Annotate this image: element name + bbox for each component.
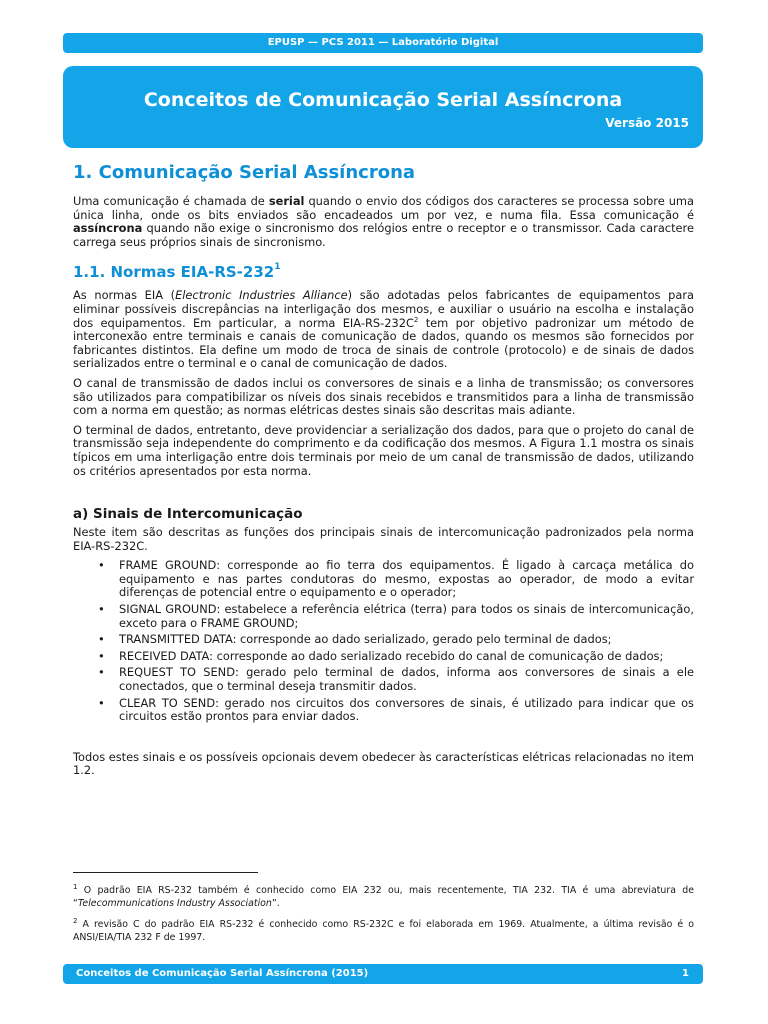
header-bar [63,33,703,53]
title-box [63,66,703,148]
section-1-1-paragraph-2: O canal de transmissão de dados inclui os conversores de sinais e a linha de transmissão; os conversores são utilizados para compatibilizar os níveis dos sinais recebidos e transmitidos para a linha de transmissão com a norma em questão; as normas elétricas destes sinais são descritas mais adiante. [73,375,694,418]
header-text: EPUSP — PCS 2011 — Laboratório Digital [267,37,499,48]
section-a-intro: Neste item são descritas as funções dos principais sinais de intercomunicação padronizados pela norma EIA-RS-232C. [73,525,694,553]
section-1-paragraph: Uma comunicação é chamada de serial quando o envio dos códigos dos caracteres se processa sobre uma única linha, onde os bits enviados são encadeados um por vez, e numa fila. Essa comunicação é assíncrona quando não exige o sincronismo dos relógios entre o receptor e o transmissor. Cada caractere carrega seus próprios sinais de sincronismo. [73,194,694,249]
footnotes [73,884,694,952]
footnote-1: $^1$ O padrão EIA RS-232 também é conhecido como EIA 232 ou, mais recentemente, TIA 232. TIA é uma abreviatura de “Telecommunications Industry Association”. [73,883,694,909]
footnote-ref-2: 2 [413,315,419,324]
document-title: Conceitos de Comunicação Serial Assíncrona [143,89,623,111]
list-item: • FRAME GROUND: corresponde ao fio terra dos equipamentos. É ligado à carcaça metálica do equipamento e nas partes condutoras do mesmo, expostas ao operador, de modo a evitar diferenças de potencial entre o equipamento e o operador; [119,559,694,600]
footnote-2: $^2$ A revisão C do padrão EIA RS-232 é conhecido como RS-232C e foi elaborada em 1969. Atualmente, a última revisão é o ANSI/EIA/TIA 232 F de 1997. [73,917,694,943]
section-1-1-heading: 1.1. Normas EIA-$RS-232^1$ [73,262,281,282]
section-a-closing: Todos estes sinais e os possíveis opcionais devem obedecer às características elétricas relacionadas no item 1.2. [73,749,694,778]
section-1-heading: 1. Comunicação Serial Assíncrona [73,162,416,183]
section-1-1-paragraph-3: O terminal de dados, entretanto, deve providenciar a serialização dos dados, para que o projeto do canal de transmissão seja independente do comprimento e da codificação dos mesmos. A Figura 1.1 mostra os sinais típicos em uma interligação entre dois terminais por meio de um canal de transmissão de dados, utilizando os critérios apresentados por esta norma. [73,422,694,478]
list-item: • CLEAR TO SEND: gerado nos circuitos dos conversores de sinais, é utilizado para indicar que os circuitos estão prontos para enviar dados. [119,697,694,724]
footnote-ref-1: 1 [274,262,281,273]
list-item: • SIGNAL GROUND: estabelece a referência elétrica (terra) para todos os sinais de intercomunicação, exceto para o FRAME GROUND; [119,603,694,630]
list-item: • TRANSMITTED DATA: corresponde ao dado serializado, gerado pelo terminal de dados; [119,633,694,647]
footer-title: Conceitos de Comunicação Serial Assíncrona (2015) [76,968,369,979]
list-item: • RECEIVED DATA: corresponde ao dado serializado recebido do canal de comunicação de dados; [119,650,694,664]
footer-bar [63,964,703,984]
main-content [73,162,694,784]
footnote-divider [73,872,258,873]
list-item: • REQUEST TO SEND: gerado pelo terminal de dados, informa aos conversores de sinais a ele conectados, que o terminal deseja transmitir dados. [119,666,694,693]
section-a-heading: a) Sinais de Intercomunicação [73,506,303,523]
section-1-1-paragraph-1: As normas EIA (Electronic Industries Alliance) são adotadas pelos fabricantes de equipamentos para eliminar possíveis discrepâncias na interligação dos mesmos, e auxiliar o usuário na escolha e instalação dos equipamentos. Em particular, a norma EIA-$RS-232C^2$ tem por objetivo padronizar um método de interconexão entre terminais e canais de comunicação de dados, quando os mesmos são fornecidos por fabricantes distintos. Ela define um modo de troca de sinais de controle (protocolo) e de sinais de dados serializados entre o terminal e o canal de comunicação de dados. [73,288,695,371]
page-number: 1 [682,968,689,979]
signal-list [73,559,694,724]
document-version: Versão 2015 [605,116,689,130]
